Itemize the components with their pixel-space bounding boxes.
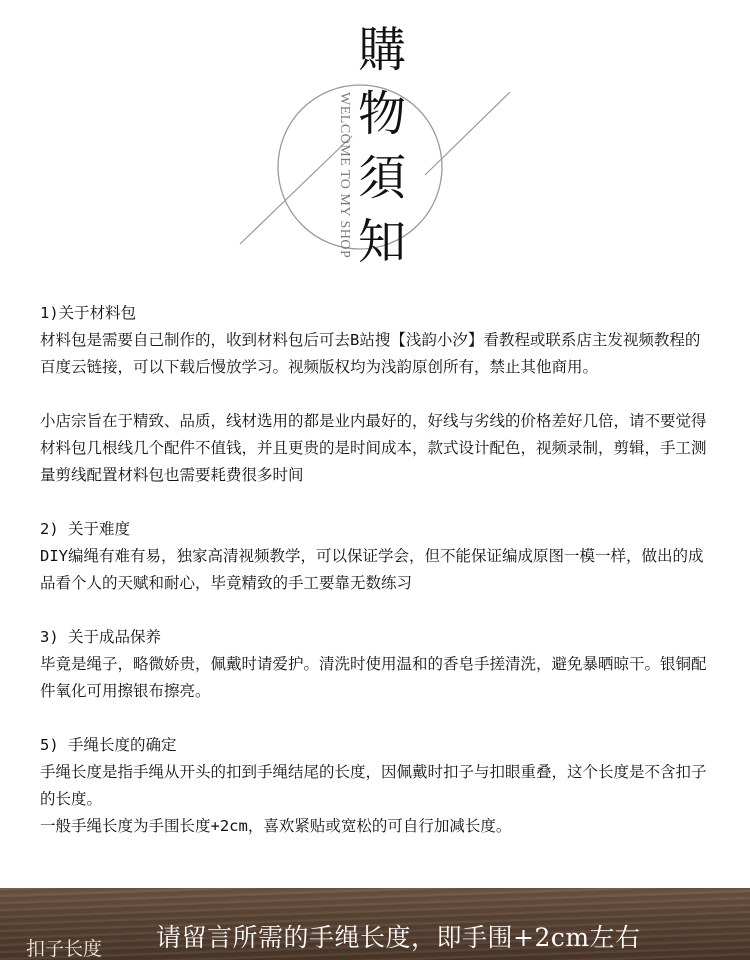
section-paragraph: DIY编绳有难有易，独家高清视频教学，可以保证学会，但不能保证编成原图一模一样，做出的成品看个人的天赋和耐心，毕竟精致的手工要靠无数练习 [40,547,704,592]
section-heading: 1)关于材料包 [40,304,137,322]
diagonal-line-right [425,92,510,175]
section-paragraph: 手绳长度是指手绳从开头的扣到手绳结尾的长度，因佩戴时扣子与扣眼重叠，这个长度是不含扣子的长度。 [40,763,707,808]
section-paragraph: 小店宗旨在于精致、品质，线材选用的都是业内最好的，好线与劣线的价格差好几倍，请不要觉得材料包几根线几个配件不值钱，并且更贵的是时间成本，款式设计配色，视频录制，剪辑，手工测量剪线配置材料包也需要耗费很多时间 [40,412,707,484]
section-difficulty [40,516,710,597]
section-care [40,624,710,705]
footer-message: 请留言所需的手绳长度，即手围+2cm左右 [156,923,641,952]
page-title [352,18,412,274]
notice-content [40,300,710,840]
section-paragraph: 材料包是需要自己制作的，收到材料包后可去B站搜【浅韵小汐】看教程或联系店主发视频教程的百度云链接，可以下载后慢放学习。视频版权均为浅韵原创所有，禁止其他商用。 [40,331,701,376]
section-paragraph: 一般手绳长度为手围长度+2cm，喜欢紧贴或宽松的可自行加减长度。 [40,817,512,835]
section-length [40,732,710,840]
title-char: 須 [357,150,406,206]
title-char: 購 [357,22,406,78]
section-material-pack [40,300,710,381]
header-banner [0,0,750,300]
section-heading: 3) 关于成品保养 [40,628,161,646]
section-heading: 5) 手绳长度的确定 [40,736,177,754]
title-char: 知 [357,214,406,270]
section-paragraph: 毕竟是绳子，略微娇贵，佩戴时请爱护。清洗时使用温和的香皂手搓清洗，避免暴晒晾干。银铜配件氧化可用擦银布擦亮。 [40,655,707,700]
title-char: 物 [357,86,406,142]
footer-wood-banner [0,888,750,960]
section-shop-philosophy [40,408,710,489]
footer-label: 扣子长度 [26,938,103,960]
subtitle-english: WELCOME TO MY SHOP [337,92,352,259]
section-heading: 2) 关于难度 [40,520,130,538]
